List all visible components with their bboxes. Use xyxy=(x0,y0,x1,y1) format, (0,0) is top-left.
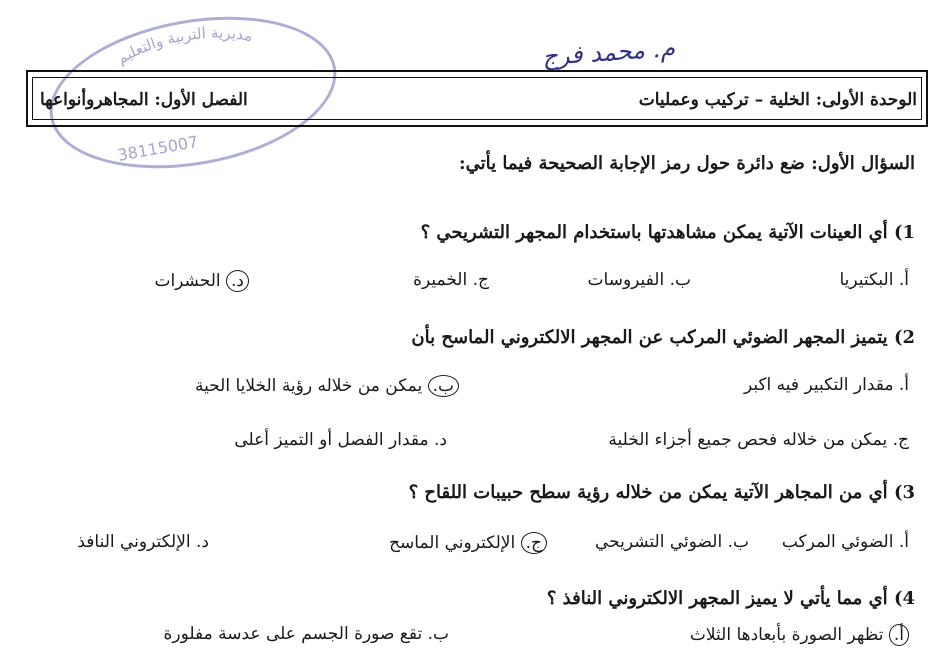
question-1: 1) أي العينات الآتية يمكن مشاهدتها باستخدام المجهر التشريحي ؟ xyxy=(420,222,915,243)
chapter-title: الفصل الأول: المجاهروأنواعها xyxy=(40,90,248,110)
stamp-number: 38115007 xyxy=(116,132,200,165)
svg-text:مديرية التربية والتعليم: مديرية التربية والتعليم xyxy=(113,23,255,68)
q1-option-d xyxy=(154,270,249,292)
q2-option-b-text: يمكن من خلاله رؤية الخلايا الحية xyxy=(194,376,423,396)
q3-option-a: أ. الضوئي المركب xyxy=(781,532,909,552)
q3-option-c-text: الإلكتروني الماسح xyxy=(389,533,516,553)
q1-option-a: أ. البكتيريا xyxy=(839,270,909,290)
q2-option-a: أ. مقدار التكبير فيه اكبر xyxy=(743,375,909,395)
q2-option-c: ج. يمكن من خلاله فحص جميع أجزاء الخلية xyxy=(608,430,909,450)
question-2: 2) يتميز المجهر الضوئي المركب عن المجهر الالكتروني الماسح بأن xyxy=(411,327,915,348)
q1-answer-circle: د. xyxy=(226,270,249,292)
q3-answer-circle: ج. xyxy=(521,532,547,554)
q3-option-b: ب. الضوئي التشريحي xyxy=(595,532,749,552)
question-4: 4) أي مما يأتي لا يميز المجهر الالكتروني النافذ ؟ xyxy=(546,588,915,609)
q4-answer-circle: أ. xyxy=(889,624,909,646)
q1-option-b: ب. الفيروسات xyxy=(587,270,691,290)
q4-option-b: ب. تقع صورة الجسم على عدسة مفلورة xyxy=(163,624,449,644)
q2-answer-circle: ب. xyxy=(428,375,459,397)
q3-option-d: د. الإلكتروني النافذ xyxy=(77,532,209,552)
question-3: 3) أي من المجاهر الآتية يمكن من خلاله رؤية سطح حبيبات اللقاح ؟ xyxy=(408,482,915,503)
handwritten-name: م. محمد فرج xyxy=(541,33,676,72)
q2-option-b xyxy=(195,375,459,397)
q2-option-d: د. مقدار الفصل أو التميز أعلى xyxy=(234,430,447,450)
q4-option-a-text: تظهر الصورة بأبعادها الثلاث xyxy=(689,625,884,645)
q1-option-c: ج. الخميرة xyxy=(413,270,489,290)
q4-option-a xyxy=(690,624,909,646)
section-title: السؤال الأول: ضع دائرة حول رمز الإجابة الصحيحة فيما يأتي: xyxy=(458,153,915,174)
q3-option-c xyxy=(389,532,547,554)
unit-title: الوحدة الأولى: الخلية – تركيب وعمليات xyxy=(638,90,917,110)
q1-option-d-text: الحشرات xyxy=(154,271,221,291)
